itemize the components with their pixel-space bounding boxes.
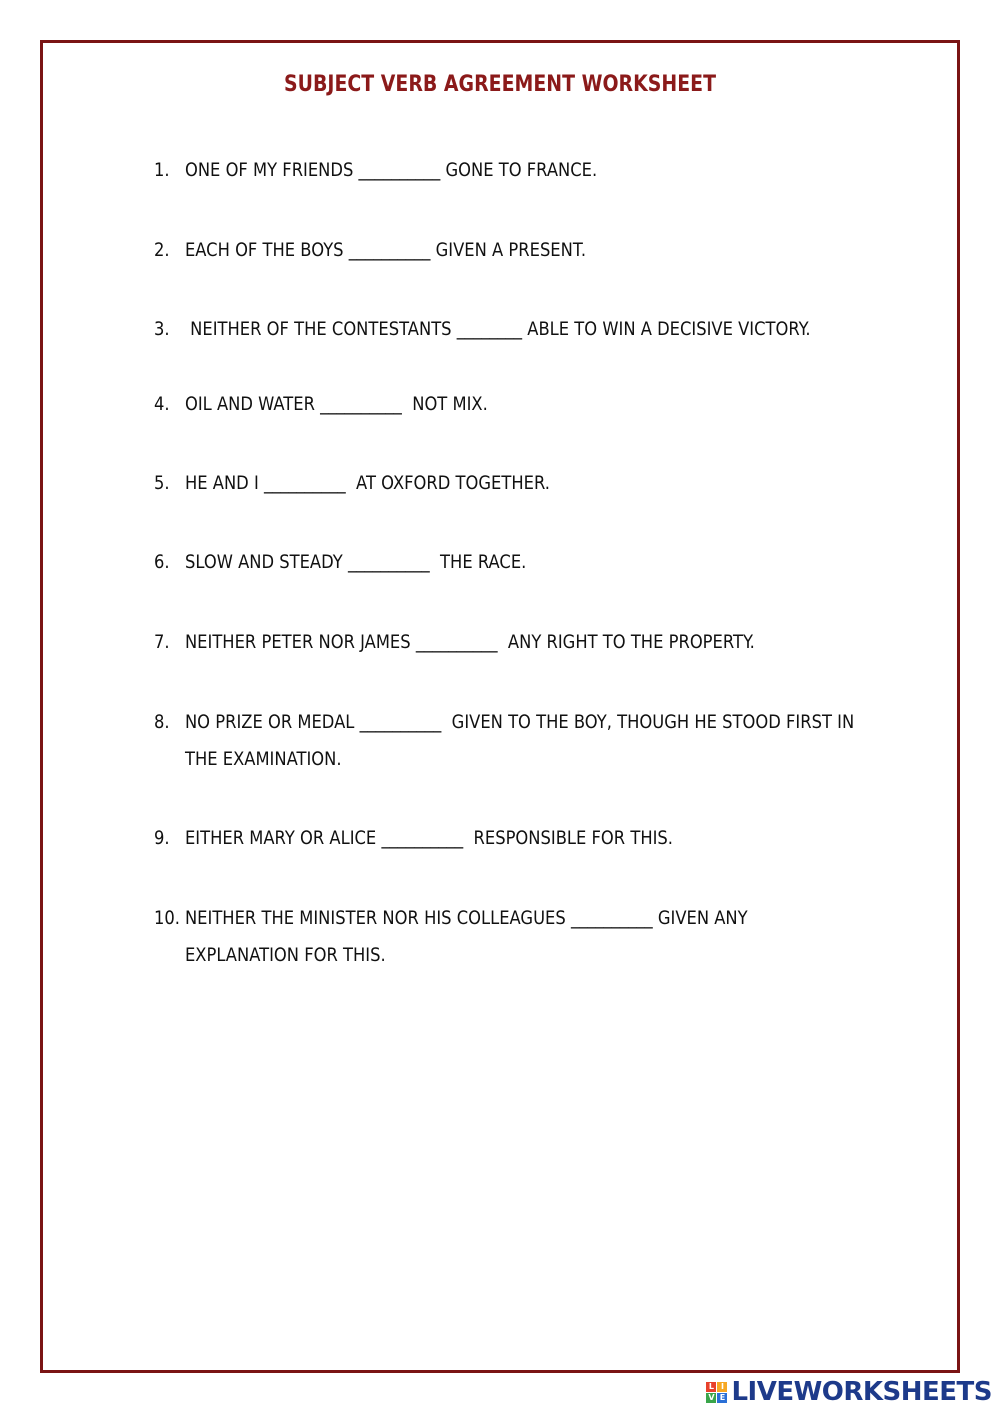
question-number: 5. xyxy=(154,472,170,494)
question-5 xyxy=(154,465,808,502)
question-number: 6. xyxy=(154,551,170,573)
question-text: SLOW AND STEADY __________ THE RACE. xyxy=(184,551,527,573)
question-1 xyxy=(154,152,808,189)
question-text: HE AND I __________ AT OXFORD TOGETHER. xyxy=(184,472,550,494)
question-text: NO PRIZE OR MEDAL __________ GIVEN TO THE BOY, THOUGH HE STOOD FIRST IN THE EXAMINATION. xyxy=(184,711,860,770)
question-text: NEITHER OF THE CONTESTANTS ________ ABLE TO WIN A DECISIVE VICTORY. xyxy=(184,318,811,340)
question-number: 8. xyxy=(154,711,170,733)
question-8 xyxy=(154,704,872,778)
question-number: 2. xyxy=(154,239,170,261)
question-2 xyxy=(154,232,808,269)
question-number: 3. xyxy=(154,318,170,340)
question-4 xyxy=(154,386,808,423)
question-number: 4. xyxy=(154,393,170,415)
question-number: 7. xyxy=(154,631,170,653)
liveworksheets-brand: LIVEWORKSHEETS xyxy=(731,1377,992,1407)
liveworksheets-logo-icon: L I V E xyxy=(706,1382,727,1403)
worksheet-title: SUBJECT VERB AGREEMENT WORKSHEET xyxy=(284,72,716,97)
question-number: 9. xyxy=(154,827,170,849)
question-text: NEITHER THE MINISTER NOR HIS COLLEAGUES __________ GIVEN ANY EXPLANATION FOR THIS. xyxy=(184,907,753,966)
question-text: NEITHER PETER NOR JAMES __________ ANY RIGHT TO THE PROPERTY. xyxy=(184,631,755,653)
question-3 xyxy=(154,311,825,348)
question-text: ONE OF MY FRIENDS __________ GONE TO FRANCE. xyxy=(184,159,598,181)
question-text: OIL AND WATER __________ NOT MIX. xyxy=(184,393,488,415)
question-10 xyxy=(154,900,842,974)
question-7 xyxy=(154,624,808,661)
question-text: EACH OF THE BOYS __________ GIVEN A PRESENT. xyxy=(184,239,587,261)
question-6 xyxy=(154,544,808,581)
liveworksheets-watermark xyxy=(706,1377,992,1407)
question-9 xyxy=(154,820,808,857)
question-number: 1. xyxy=(154,159,170,181)
question-number: 10. xyxy=(154,907,180,929)
question-text: EITHER MARY OR ALICE __________ RESPONSIBLE FOR THIS. xyxy=(184,827,674,849)
